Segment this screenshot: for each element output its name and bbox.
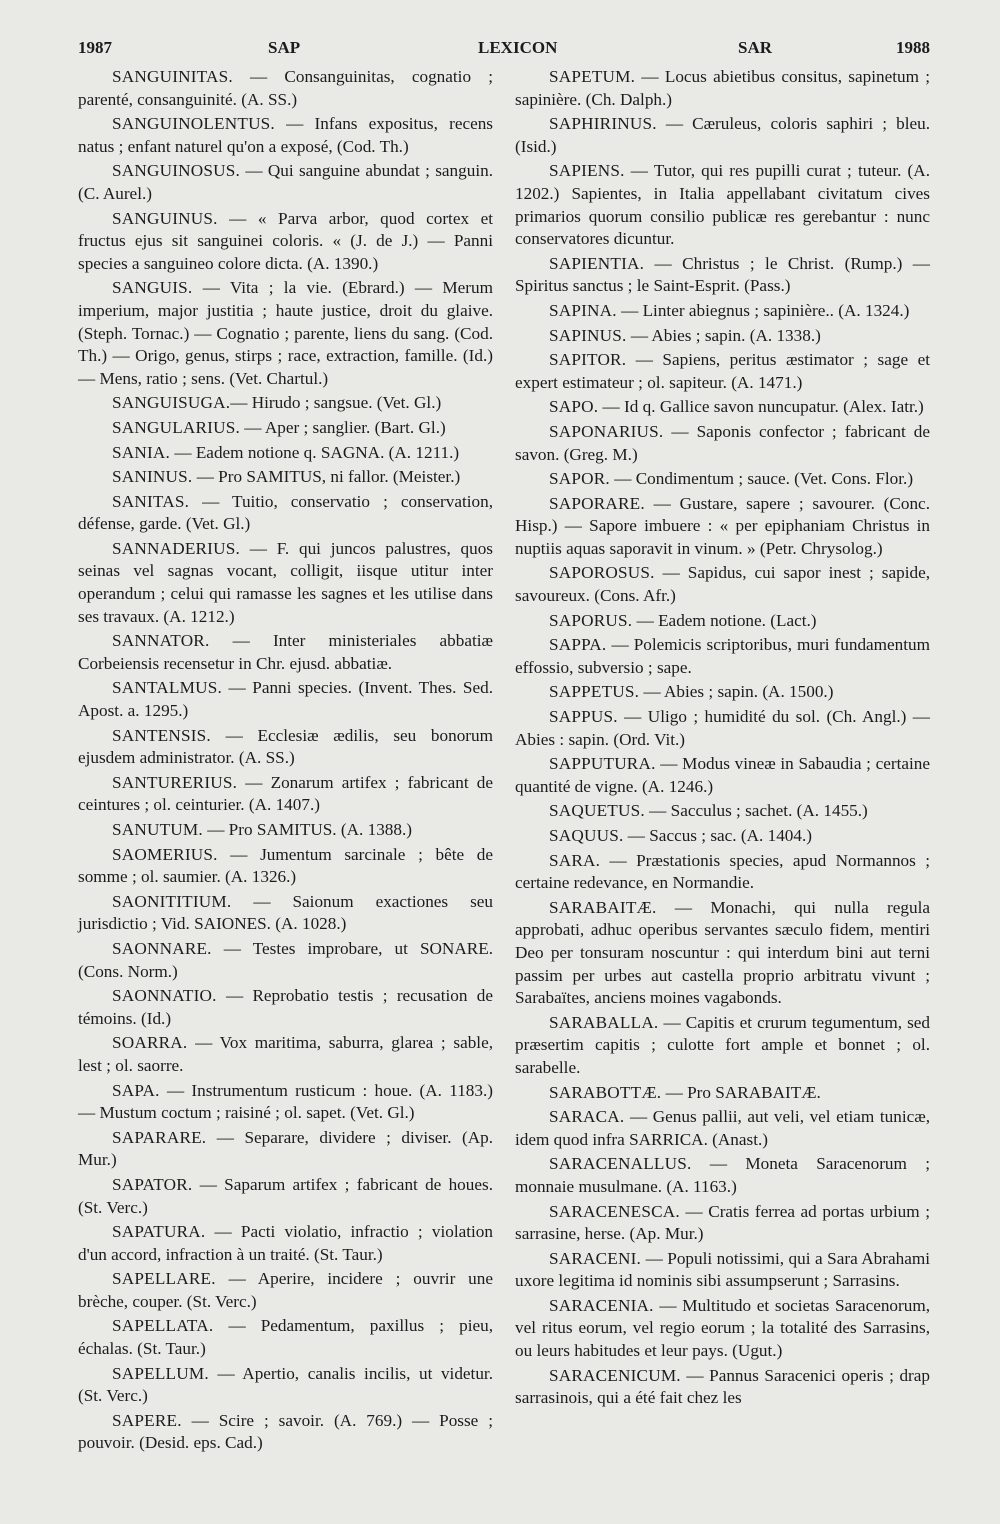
dictionary-entry <box>515 1248 930 1293</box>
entry-definition: — Multitudo et societas Saracenorum, vel ritus eorum, vel regio eorum ; la totalité des Sarrasins, ou leurs habitudes et leur pays. (Ugut.) <box>515 1295 930 1361</box>
dictionary-entry <box>515 160 930 250</box>
running-head-right: SAR <box>738 38 773 57</box>
entry-definition: — Hirudo ; sangsue. (Vet. Gl.) <box>230 393 442 413</box>
entry-definition: — Capitis et crurum tegumentum, sed præsertim capitis ; culotte fort ample et bonnet ; ol. sarabelle. <box>515 1012 930 1077</box>
entry-definition: — Instrumentum rusticum : houe. (A. 1183.) — Mustum coctum ; raisiné ; ol. sapet. (Vet. Gl.) <box>78 1080 493 1123</box>
dictionary-entry <box>78 417 493 440</box>
entry-headword: SAPPETUS. <box>549 682 640 702</box>
entry-headword: SARACENESCA. <box>549 1201 680 1221</box>
entry-definition: — Saionum exactiones seu jurisdictio ; Vid. SAIONES. (A. 1028.) <box>78 891 493 934</box>
dictionary-entry <box>515 1365 930 1410</box>
entry-headword: SANGUISUGA. <box>112 393 231 413</box>
dictionary-entry <box>515 897 930 1010</box>
entry-definition: — Pacti violatio, infractio ; violation d'un accord, infraction à un traité. (St. Taur.) <box>78 1222 493 1264</box>
dictionary-entry <box>515 825 930 848</box>
dictionary-entry <box>78 66 493 111</box>
entry-headword: SAPHIRINUS. <box>549 114 657 134</box>
entry-definition: — Vita ; la vie. (Ebrard.) — Merum imperium, major justitia ; haute justice, droit du glaive. (Steph. Tornac.) — Cognatio ; parente, liens du sang. (Cod. Th.) — Origo, genus, stirps ; race, extraction, famille. (Id.) — Mens, ratio ; sens. (Vet. Chartul.) <box>78 278 493 388</box>
entry-headword: SANGUINOLENTUS. <box>112 114 275 134</box>
entry-definition: — Cæruleus, coloris saphiri ; bleu. (Isid.) <box>515 114 930 156</box>
dictionary-entry <box>515 253 930 298</box>
running-head-left: SAP <box>268 38 301 57</box>
dictionary-entry <box>515 1295 930 1363</box>
dictionary-entry <box>515 610 930 633</box>
entry-headword: SANGUINOSUS. <box>112 161 240 181</box>
entry-definition: — Aper ; sanglier. (Bart. Gl.) <box>239 417 446 437</box>
entry-headword: SAPIENS. <box>549 161 625 181</box>
entry-definition: — Sacculus ; sachet. (A. 1455.) <box>644 801 868 821</box>
dictionary-entry <box>78 538 493 628</box>
entry-definition: — Separare, dividere ; diviser. (Ap. Mur.) <box>78 1127 493 1170</box>
entry-definition: — Uligo ; humidité du sol. (Ch. Angl.) — Abies : sapin. (Ord. Vit.) <box>515 707 930 749</box>
dictionary-entry <box>78 442 493 465</box>
entry-headword: SAPITOR. <box>549 350 627 370</box>
entry-headword: SANGUINITAS. <box>112 67 233 86</box>
dictionary-entry <box>78 630 493 675</box>
entry-headword: SAPINUS. <box>549 325 627 345</box>
dictionary-entry <box>78 1221 493 1266</box>
dictionary-entry <box>78 725 493 770</box>
entry-headword: SAOMERIUS. <box>112 844 218 864</box>
dictionary-entry <box>78 208 493 276</box>
right-column <box>515 66 930 1457</box>
entry-headword: SAQUUS. <box>549 826 624 845</box>
entry-definition: — Pedamentum, paxillus ; pieu, échalas. (St. Taur.) <box>78 1316 493 1359</box>
entry-headword: SAONITITIUM. <box>112 891 232 911</box>
dictionary-entry <box>515 800 930 823</box>
entry-headword: SARABOTTÆ. <box>549 1082 662 1102</box>
dictionary-entry <box>78 277 493 390</box>
entry-definition: — Consanguinitas, cognatio ; parenté, consanguinité. (A. SS.) <box>78 67 493 109</box>
dictionary-entry <box>78 1410 493 1455</box>
entry-headword: SAPARARE. <box>112 1127 207 1147</box>
entry-definition: — Locus abietibus consitus, sapinetum ; sapinière. (Ch. Dalph.) <box>515 67 930 109</box>
entry-definition: — Infans expositus, recens natus ; enfant naturel qu'on a exposé, (Cod. Th.) <box>78 114 493 156</box>
entry-definition: — Saccus ; sac. (A. 1404.) <box>623 826 813 845</box>
entry-headword: SARABALLA. <box>549 1012 659 1032</box>
entry-headword: SAPORARE. <box>549 493 645 513</box>
dictionary-entry <box>78 1127 493 1172</box>
entry-definition: — Pro SARABAITÆ. <box>661 1082 821 1102</box>
entry-definition: — Vox maritima, saburra, glarea ; sable, lest ; ol. saorre. <box>78 1033 493 1075</box>
dictionary-entry <box>515 113 930 158</box>
entry-headword: SAPINA. <box>549 300 617 320</box>
entry-headword: SAPPA. <box>549 635 607 655</box>
entry-headword: SANNATOR. <box>112 631 210 651</box>
dictionary-entry <box>78 677 493 722</box>
dictionary-entry <box>78 938 493 983</box>
dictionary-entry <box>515 753 930 798</box>
dictionary-entry <box>78 844 493 889</box>
entry-definition: — Id q. Gallice savon nuncupatur. (Alex. Iatr.) <box>598 397 924 417</box>
dictionary-entry <box>515 349 930 394</box>
dictionary-entry <box>78 985 493 1030</box>
dictionary-entry <box>515 1012 930 1080</box>
entry-headword: SARA. <box>549 850 601 870</box>
entry-definition: — Condimentum ; sauce. (Vet. Cons. Flor.) <box>609 469 914 489</box>
dictionary-entry <box>78 392 493 415</box>
dictionary-entry <box>515 300 930 323</box>
entry-definition: — Abies ; sapin. (A. 1338.) <box>626 325 821 345</box>
entry-headword: SANINUS. <box>112 467 193 487</box>
entry-headword: SARACENI. <box>549 1248 642 1268</box>
entry-definition: — Gustare, sapere ; savourer. (Conc. Hisp.) — Sapore imbuere : « per epiphaniam Christus in nuptiis aquas saporavit in vinum. » (Petr. Chrysolog.) <box>515 493 930 558</box>
entry-definition: — Genus pallii, aut veli, vel etiam tunicæ, idem quod infra SARRICA. (Anast.) <box>515 1107 930 1149</box>
dictionary-entry <box>78 491 493 536</box>
dictionary-entry <box>78 466 493 489</box>
entry-definition: — Scire ; savoir. (A. 769.) — Posse ; pouvoir. (Desid. eps. Cad.) <box>78 1410 493 1453</box>
entry-definition: — Sapiens, peritus æstimator ; sage et expert estimateur ; ol. sapiteur. (A. 1471.) <box>515 350 930 392</box>
entry-headword: SAPELLATA. <box>112 1316 214 1336</box>
entry-definition: — Pro SAMITUS. (A. 1388.) <box>202 820 413 839</box>
entry-headword: SAPOROSUS. <box>549 563 655 583</box>
entry-headword: SANTENSIS. <box>112 725 211 745</box>
entry-headword: SAQUETUS. <box>549 801 645 821</box>
entry-headword: SAPPUTURA. <box>549 754 656 774</box>
dictionary-entry <box>515 325 930 348</box>
dictionary-entry <box>78 1080 493 1125</box>
entry-headword: SAPELLARE. <box>112 1269 216 1289</box>
entry-definition: — Tutor, qui res pupilli curat ; tuteur. (A. 1202.) Sapientes, in Italia appellabant civitatum cives primarios quorum consilio publicæ res gerebantur : nunc conservatores dicuntur. <box>515 161 930 249</box>
dictionary-entry <box>515 1082 930 1105</box>
entry-definition: — Abies ; sapin. (A. 1500.) <box>639 682 834 702</box>
dictionary-entry <box>515 421 930 466</box>
entry-headword: SAPELLUM. <box>112 1363 209 1383</box>
entry-definition: — « Parva arbor, quod cortex et fructus ejus sit sanguinei coloris. « (J. de J.) — Panni species a sanguineo colore dicta. (A. 1390.) <box>78 208 493 273</box>
entry-headword: SOARRA. <box>112 1033 188 1053</box>
dictionary-entry <box>515 1153 930 1198</box>
entry-definition: — Pannus Saracenici operis ; drap sarrasinois, qui a été fait chez les <box>515 1365 930 1408</box>
page-number-left: 1987 <box>78 38 112 57</box>
entry-headword: SANTURERIUS. <box>112 772 238 792</box>
entry-definition: — Christus ; le Christ. (Rump.) — Spiritus sanctus ; le Saint-Esprit. (Pass.) <box>515 253 930 296</box>
running-head <box>78 28 930 68</box>
entry-headword: SAPATOR. <box>112 1174 193 1194</box>
entry-definition: — Eadem notione. (Lact.) <box>632 610 817 630</box>
dictionary-entry <box>515 562 930 607</box>
entry-definition: — Præstationis species, apud Normannos ; certaine redevance, en Normandie. <box>515 850 930 893</box>
entry-headword: SARACENALLUS. <box>549 1154 692 1174</box>
entry-definition: — Eadem notione q. SAGNA. (A. 1211.) <box>170 442 460 462</box>
entry-definition: — Saponis confector ; fabricant de savon. (Greg. M.) <box>515 421 930 464</box>
entry-headword: SARABAITÆ. <box>549 897 657 917</box>
dictionary-entry <box>78 1032 493 1077</box>
entry-headword: SARACENICUM. <box>549 1365 681 1385</box>
page-number-right: 1988 <box>896 38 930 57</box>
entry-headword: SAONNARE. <box>112 938 212 958</box>
running-head-center: LEXICON <box>478 38 558 57</box>
entry-definition: — Ecclesiæ ædilis, seu bonorum ejusdem administrator. (A. SS.) <box>78 725 493 768</box>
dictionary-entry <box>515 1106 930 1151</box>
entry-headword: SANITAS. <box>112 491 190 511</box>
entry-headword: SANIA. <box>112 442 171 462</box>
dictionary-entry <box>515 1201 930 1246</box>
entry-definition: — Apertio, canalis incilis, ut videtur. (St. Verc.) <box>78 1363 493 1406</box>
entry-headword: SANGUINUS. <box>112 208 218 228</box>
entry-headword: SAPATURA. <box>112 1222 206 1242</box>
entry-definition: — Qui sanguine abundat ; sanguin. (C. Aurel.) <box>78 161 493 203</box>
dictionary-entry <box>515 468 930 491</box>
entry-headword: SANGUIS. <box>112 278 193 298</box>
entry-headword: SANTALMUS. <box>112 678 222 698</box>
entry-definition: — Zonarum artifex ; fabricant de ceintures ; ol. ceinturier. (A. 1407.) <box>78 772 493 815</box>
entry-headword: SAPIENTIA. <box>549 253 645 273</box>
dictionary-entry <box>78 819 493 842</box>
entry-headword: SAPORUS. <box>549 610 633 630</box>
entry-definition: — Pro SAMITUS, ni fallor. (Meister.) <box>192 467 461 487</box>
entry-headword: SAPA. <box>112 1080 160 1100</box>
dictionary-entry <box>515 396 930 419</box>
dictionary-entry <box>515 681 930 704</box>
dictionary-entry <box>78 891 493 936</box>
entry-definition: — Inter ministeriales abbatiæ Corbeiensis recensetur in Chr. ejusd. abbatiæ. <box>78 631 493 673</box>
entry-definition: — Aperire, incidere ; ouvrir une brèche, couper. (St. Verc.) <box>78 1269 493 1311</box>
entry-headword: SAPERE. <box>112 1410 182 1430</box>
entry-definition: — Polemicis scriptoribus, muri fundamentum effossio, subversio ; sape. <box>515 635 930 677</box>
entry-headword: SANNADERIUS. <box>112 538 240 558</box>
entry-definition: — Modus vineæ in Sabaudia ; certaine quantité de vigne. (A. 1246.) <box>515 754 930 796</box>
text-columns <box>78 66 930 1457</box>
entry-definition: — Sapidus, cui sapor inest ; sapide, savoureux. (Cons. Afr.) <box>515 563 930 606</box>
entry-definition: — Panni species. (Invent. Thes. Sed. Apost. a. 1295.) <box>78 678 493 721</box>
entry-definition: — Populi notissimi, qui a Sara Abrahami uxore legitima id nominis sibi assumpserunt ; Sarrasins. <box>515 1248 930 1291</box>
entry-definition: — Reprobatio testis ; recusation de témoins. (Id.) <box>78 986 493 1028</box>
dictionary-entry <box>515 634 930 679</box>
entry-definition: — Monachi, qui nulla regula approbati, adhuc operibus servantes sæculo fidem, mentiri Deo per tonsuram noscuntur : qui interdum bini aut terni passim per urbes aut castella proprio arbitratu vivunt ; Sarabaïtes, anciens moines vagabonds. <box>515 897 930 1008</box>
entry-headword: SARACENIA. <box>549 1295 654 1315</box>
dictionary-entry <box>515 66 930 111</box>
entry-headword: SAPO. <box>549 397 599 417</box>
entry-definition: — Testes improbare, ut SONARE. (Cons. Norm.) <box>78 938 493 981</box>
dictionary-entry <box>515 706 930 751</box>
dictionary-entry <box>78 1363 493 1408</box>
entry-definition: — Cratis ferrea ad portas urbium ; sarrasine, herse. (Ap. Mur.) <box>515 1201 930 1244</box>
entry-headword: SAONNATIO. <box>112 986 217 1006</box>
dictionary-entry <box>78 160 493 205</box>
entry-headword: SAPONARIUS. <box>549 421 664 441</box>
entry-headword: SARACA. <box>549 1107 625 1127</box>
entry-definition: — F. qui juncos palustres, quos seinas vel sagnas vocant, colligit, iisque utitur inter operandum ; celui qui ramasse les sagnes et les utilise dans ses travaux. (A. 1212.) <box>78 538 493 626</box>
entry-headword: SAPETUM. <box>549 67 636 86</box>
entry-headword: SAPPUS. <box>549 707 618 727</box>
entry-headword: SANUTUM. <box>112 820 203 839</box>
left-column <box>78 66 493 1457</box>
dictionary-entry <box>78 1268 493 1313</box>
dictionary-entry <box>515 493 930 561</box>
dictionary-entry <box>78 113 493 158</box>
dictionary-entry <box>78 1174 493 1219</box>
dictionary-entry <box>515 850 930 895</box>
entry-definition: — Linter abiegnus ; sapinière.. (A. 1324.) <box>616 300 910 320</box>
entry-definition: — Jumentum sarcinale ; bête de somme ; ol. saumier. (A. 1326.) <box>78 844 493 887</box>
entry-headword: SANGULARIUS. <box>112 417 240 437</box>
entry-definition: — Tuitio, conservatio ; conservation, défense, garde. (Vet. Gl.) <box>78 491 493 534</box>
entry-headword: SAPOR. <box>549 469 610 489</box>
entry-definition: — Saparum artifex ; fabricant de houes. (St. Verc.) <box>78 1174 493 1217</box>
dictionary-entry <box>78 772 493 817</box>
entry-definition: — Moneta Saracenorum ; monnaie musulmane. (A. 1163.) <box>515 1154 930 1196</box>
dictionary-entry <box>78 1315 493 1360</box>
